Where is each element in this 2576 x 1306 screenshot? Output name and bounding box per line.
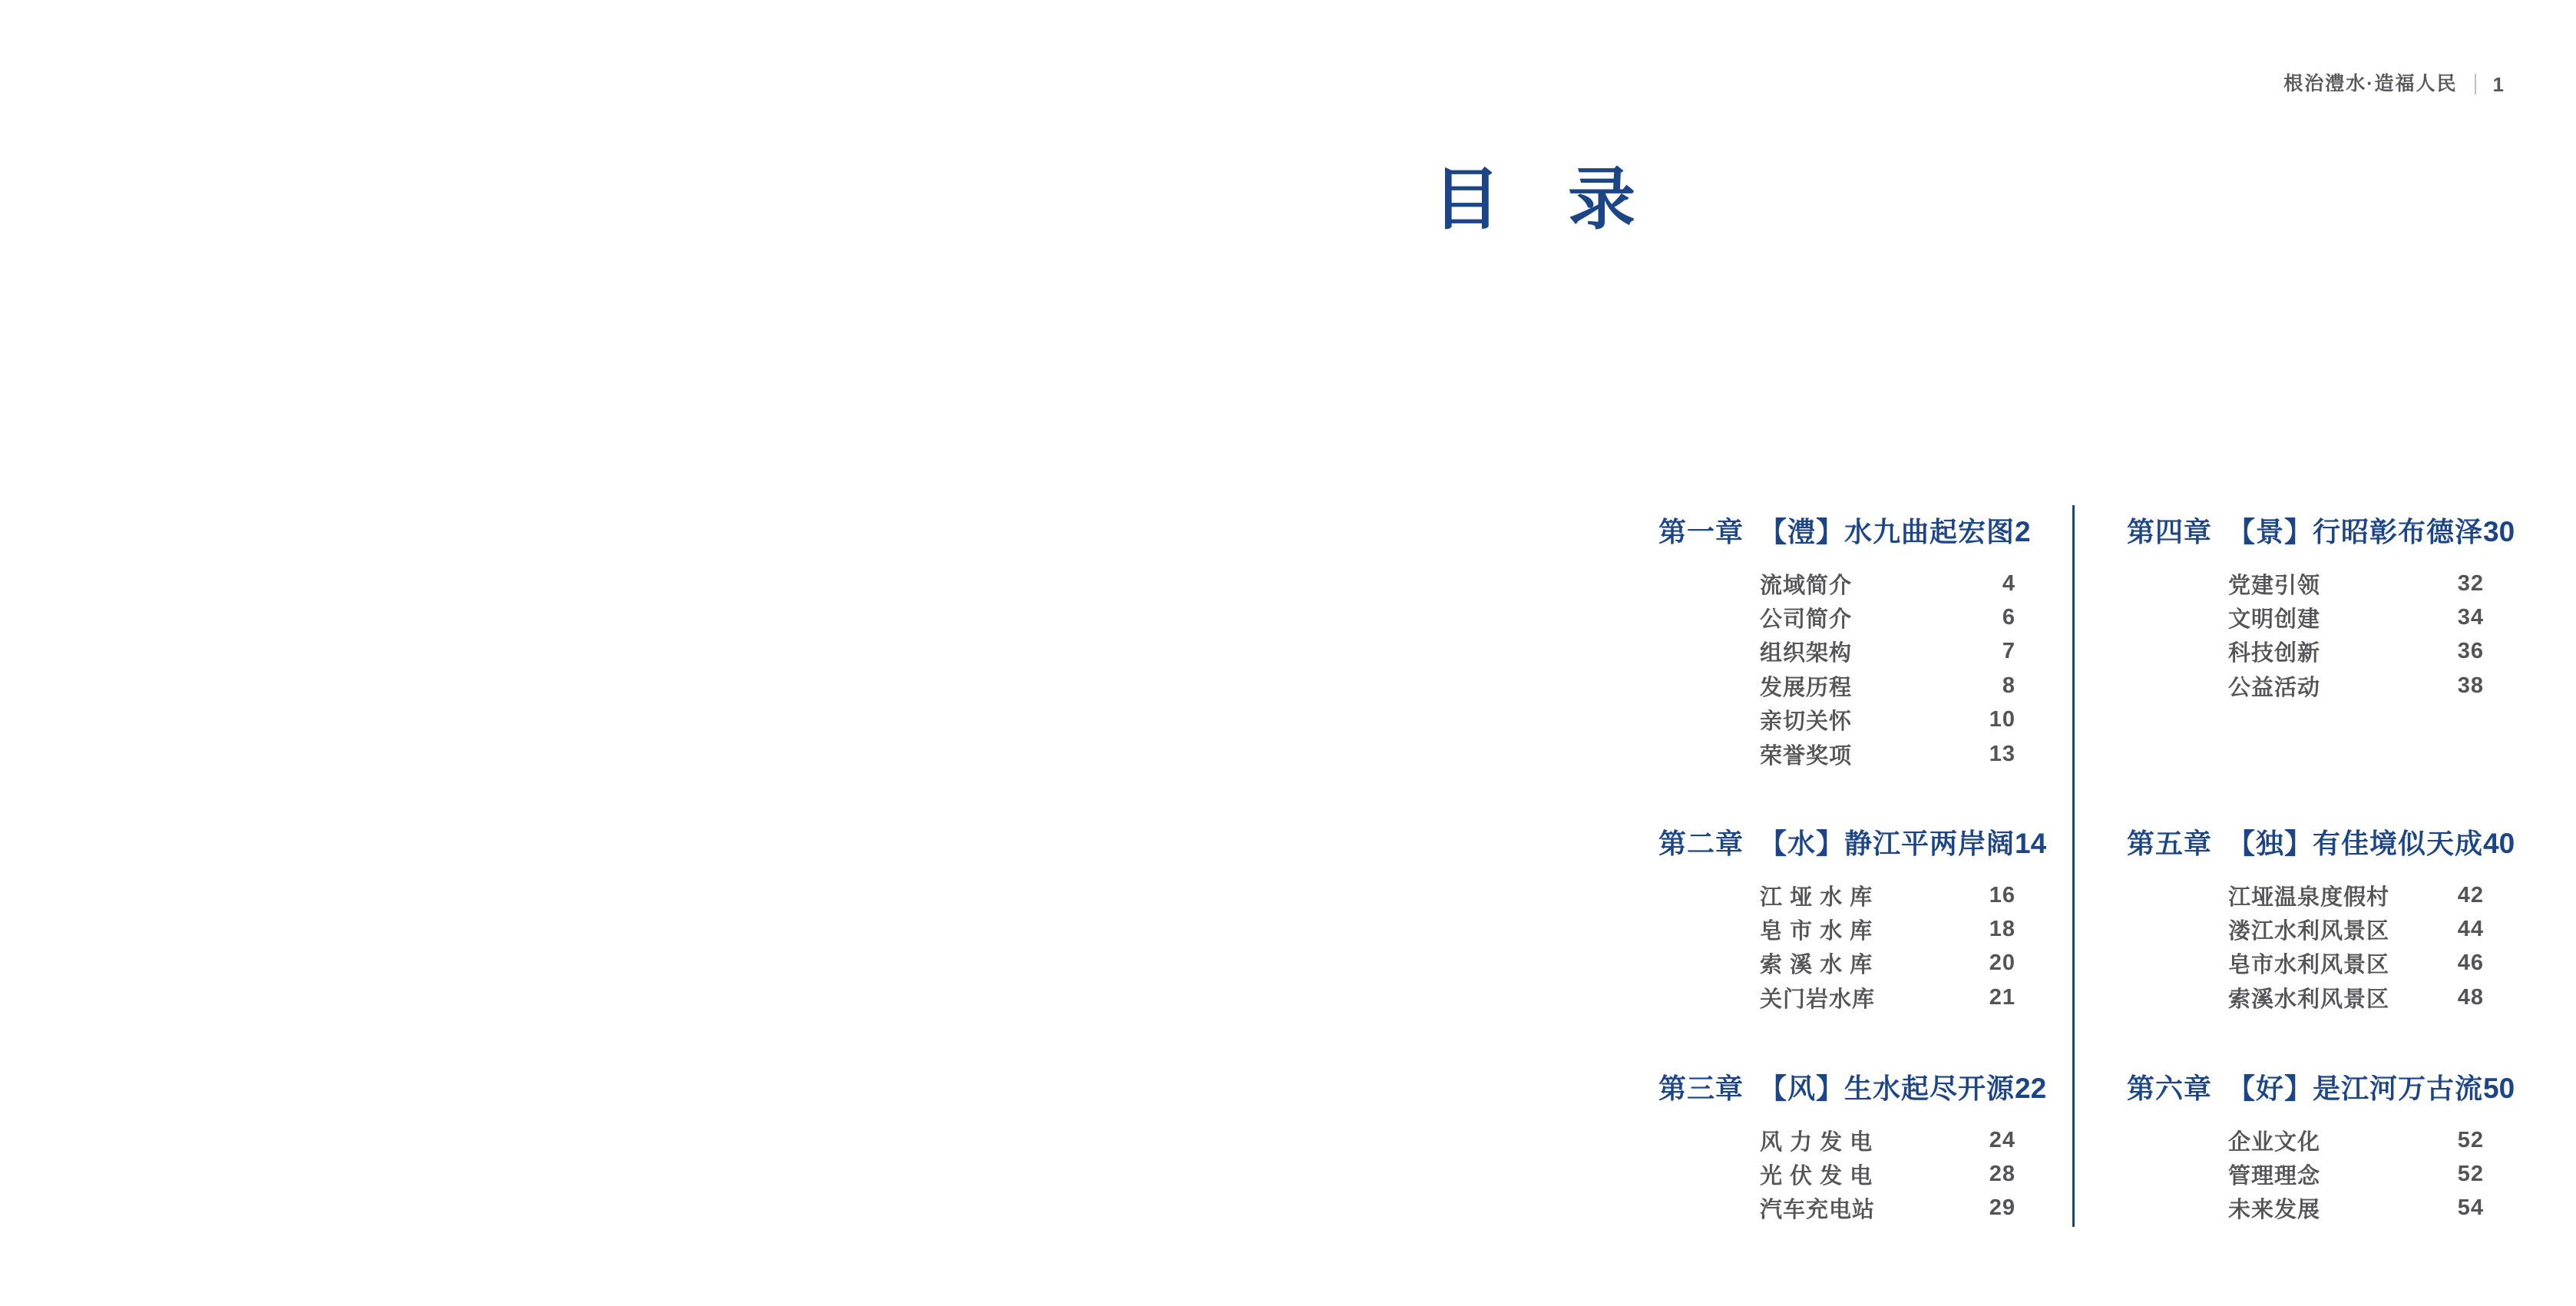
- chapter-4-heading[interactable]: [2127, 514, 2515, 549]
- chapter-title: 【景】行昭彰布德泽: [2227, 516, 2484, 547]
- chapter-1-heading[interactable]: [1658, 514, 2031, 549]
- toc-item-page: 28: [1989, 1162, 2015, 1187]
- toc-item-page: 4: [2002, 570, 2015, 596]
- chapter-page-number: 40: [2483, 828, 2515, 859]
- chapter-title: 【好】是江河万古流: [2227, 1073, 2484, 1104]
- toc-item-page: 16: [1989, 882, 2015, 908]
- chapter-number: 第四章: [2127, 516, 2213, 547]
- toc-item-label: 皂 市 水 库: [1760, 919, 1873, 944]
- toc-item[interactable]: [1760, 878, 2015, 912]
- toc-item-page: 42: [2457, 882, 2484, 908]
- toc-item-page: 20: [1989, 951, 2015, 976]
- toc-item-label: 关门岩水库: [1760, 987, 1876, 1012]
- toc-item-page: 48: [2457, 984, 2484, 1010]
- chapter-page-number: 14: [2015, 828, 2047, 859]
- toc-item[interactable]: [1760, 703, 2015, 737]
- chapter-page-number: 30: [2483, 516, 2515, 547]
- toc-item[interactable]: [1760, 600, 2015, 634]
- page-title: 目 录: [1433, 161, 1636, 237]
- toc-item[interactable]: [2228, 878, 2484, 912]
- chapter-number: 第五章: [2127, 828, 2213, 859]
- toc-item[interactable]: [1760, 669, 2015, 703]
- toc-item-label: 未来发展: [2228, 1198, 2321, 1223]
- toc-item[interactable]: [1760, 1192, 2015, 1225]
- chapter-6-items: [2127, 1123, 2484, 1225]
- toc-item-page: 7: [2002, 639, 2015, 664]
- toc-item-page: 52: [2457, 1162, 2484, 1187]
- chapter-title: 【水】静江平两岸阔: [1759, 828, 2015, 859]
- toc-item-label: 组织架构: [1760, 641, 1853, 666]
- toc-item-page: 44: [2457, 917, 2484, 942]
- toc-item-page: 52: [2457, 1127, 2484, 1152]
- toc-item[interactable]: [1760, 947, 2015, 980]
- toc-item-label: 荣誉奖项: [1760, 743, 1853, 769]
- toc-item[interactable]: [2228, 1123, 2484, 1157]
- chapter-2-items: [1658, 878, 2015, 1015]
- toc-item[interactable]: [2228, 635, 2484, 669]
- toc-item-label: 皂市水利风景区: [2228, 953, 2390, 978]
- toc-item-label: 溇江水利风景区: [2228, 919, 2390, 944]
- toc-item[interactable]: [2228, 912, 2484, 946]
- chapter-number: 第二章: [1658, 828, 1744, 859]
- chapter-title: 【澧】水九曲起宏图: [1759, 516, 2015, 547]
- chapter-number: 第六章: [2127, 1073, 2213, 1104]
- toc-item-page: 32: [2457, 570, 2484, 596]
- toc-item-page: 46: [2457, 951, 2484, 976]
- toc-item-page: 38: [2457, 673, 2484, 698]
- column-divider: [2072, 505, 2075, 1227]
- toc-item[interactable]: [2228, 1157, 2484, 1191]
- chapter-page-number: 50: [2483, 1073, 2515, 1104]
- toc-item-label: 流域简介: [1760, 573, 1853, 598]
- toc-item[interactable]: [2228, 567, 2484, 600]
- chapter-5: [2127, 826, 2515, 1015]
- toc-item-page: 29: [1989, 1195, 2015, 1221]
- toc-item[interactable]: [1760, 1123, 2015, 1157]
- toc-item-page: 36: [2457, 639, 2484, 664]
- toc-item-label: 江 垭 水 库: [1760, 884, 1873, 910]
- chapter-6-heading[interactable]: [2127, 1071, 2515, 1106]
- chapter-6: [2127, 1071, 2515, 1225]
- toc-item[interactable]: [1760, 635, 2015, 669]
- toc-item-label: 科技创新: [2228, 641, 2321, 666]
- toc-item[interactable]: [1760, 912, 2015, 946]
- chapter-title: 【风】生水起尽开源: [1759, 1073, 2015, 1104]
- page-header: [2283, 74, 2504, 94]
- chapter-3-items: [1658, 1123, 2015, 1225]
- toc-item-page: 24: [1989, 1127, 2015, 1152]
- toc-item-label: 江垭温泉度假村: [2228, 884, 2390, 910]
- toc-item-page: 10: [1989, 707, 2015, 732]
- chapter-5-heading[interactable]: [2127, 826, 2515, 861]
- toc-item[interactable]: [2228, 947, 2484, 980]
- header-divider-bar: [2475, 74, 2476, 94]
- toc-item-label: 索 溪 水 库: [1760, 953, 1873, 978]
- toc-item-label: 索溪水利风景区: [2228, 987, 2390, 1012]
- toc-item-label: 发展历程: [1760, 675, 1853, 700]
- toc-item[interactable]: [2228, 600, 2484, 634]
- toc-item[interactable]: [2228, 980, 2484, 1014]
- chapter-2: [1658, 826, 2047, 1015]
- chapter-number: 第一章: [1658, 516, 1744, 547]
- toc-item-page: 34: [2457, 605, 2484, 630]
- toc-item[interactable]: [1760, 980, 2015, 1014]
- toc-item-label: 党建引领: [2228, 573, 2321, 598]
- toc-item[interactable]: [1760, 1157, 2015, 1191]
- toc-item-label: 企业文化: [2228, 1129, 2321, 1155]
- chapter-4-items: [2127, 567, 2484, 703]
- toc-item-label: 汽车充电站: [1760, 1198, 1876, 1223]
- chapter-3: [1658, 1071, 2047, 1225]
- toc-item-page: 8: [2002, 673, 2015, 698]
- toc-item-label: 风 力 发 电: [1760, 1129, 1873, 1155]
- chapter-5-items: [2127, 878, 2484, 1015]
- toc-item[interactable]: [2228, 669, 2484, 703]
- chapter-4: [2127, 514, 2515, 703]
- chapter-3-heading[interactable]: [1658, 1071, 2047, 1106]
- chapter-2-heading[interactable]: [1658, 826, 2047, 861]
- toc-item-page: 6: [2002, 605, 2015, 630]
- header-page-number: 1: [2492, 72, 2504, 96]
- toc-item[interactable]: [2228, 1192, 2484, 1225]
- chapter-page-number: 2: [2015, 516, 2031, 547]
- toc-item[interactable]: [1760, 737, 2015, 771]
- toc-item-label: 管理理念: [2228, 1164, 2321, 1189]
- toc-item-label: 文明创建: [2228, 607, 2321, 633]
- toc-item-label: 光 伏 发 电: [1760, 1164, 1873, 1189]
- toc-item-page: 54: [2457, 1195, 2484, 1221]
- toc-item-label: 公益活动: [2228, 675, 2321, 700]
- chapter-1-items: [1658, 567, 2015, 771]
- chapter-title: 【独】有佳境似天成: [2227, 828, 2484, 859]
- header-slogan: 根治澧水·造福人民: [2283, 73, 2458, 94]
- toc-item-page: 13: [1989, 741, 2015, 766]
- toc-item-page: 18: [1989, 917, 2015, 942]
- toc-item-page: 21: [1989, 984, 2015, 1010]
- chapter-page-number: 22: [2015, 1073, 2047, 1104]
- toc-item-label: 公司简介: [1760, 607, 1853, 633]
- chapter-number: 第三章: [1658, 1073, 1744, 1104]
- chapter-1: [1658, 514, 2031, 771]
- toc-item-label: 亲切关怀: [1760, 709, 1853, 735]
- toc-item[interactable]: [1760, 567, 2015, 600]
